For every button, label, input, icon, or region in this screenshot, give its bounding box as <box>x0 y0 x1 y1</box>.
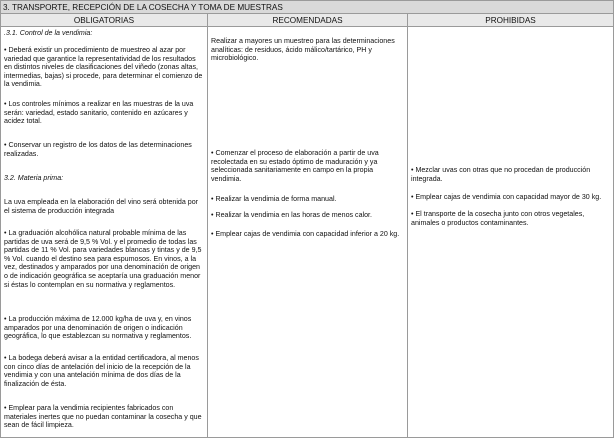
table-title: 3. TRANSPORTE, RECEPCIÓN DE LA COSECHA Y TOMA DE MUESTRAS <box>1 1 613 14</box>
column-obligatorias <box>1 28 207 437</box>
list-item: • La bodega deberá avisar a la entidad certificadora, al menos con cinco días de antelación del inicio de la recepción de la vendimia y con una antelación mínima de dos días de la finalización de ésta. <box>4 354 199 388</box>
list-item: • La producción máxima de 12.000 kg/ha de uva y, en vinos amparados por una denominación de origen o indicación geográfica, lo que establezcan su normativa y reglamentos. <box>4 315 192 341</box>
list-item: • Realizar la vendimia en las horas de menos calor. <box>211 211 372 219</box>
header-obligatorias: OBLIGATORIAS <box>1 14 207 27</box>
list-item: • Conservar un registro de los datos de las determinaciones realizadas. <box>4 141 192 158</box>
column-prohibidas <box>408 28 613 437</box>
list-item: • Los controles mínimos a realizar en las muestras de la uva serán: variedad, estado sanitario, contenido en azúcares y acidez total. <box>4 100 194 126</box>
section-heading-control-vendimia: .3.1. Control de la vendimia: <box>4 29 93 37</box>
list-item: • Emplear cajas de vendimia con capacidad inferior a 20 kg. <box>211 230 400 238</box>
list-item: • El transporte de la cosecha junto con otros vegetales, animales o productos contaminantes. <box>411 210 585 227</box>
section-heading-materia-prima: 3.2. Materia prima: <box>4 174 64 182</box>
list-item: • Realizar la vendimia de forma manual. <box>211 195 337 203</box>
column-recomendadas <box>208 28 407 437</box>
list-item: • Deberá existir un procedimiento de muestreo al azar por variedad que garantice la representatividad de los resultados en distintos niveles de clasificaciones del viñedo (zonas altas, intermedias, bajas) si procede, para determinar el comienzo de la vendimia. <box>4 46 203 89</box>
list-item: La uva empleada en la elaboración del vino será obtenida por el sistema de producción integrada <box>4 198 199 215</box>
list-item: • Emplear cajas de vendimia con capacidad mayor de 30 kg. <box>411 193 602 201</box>
list-item: • Emplear para la vendimia recipientes fabricados con materiales inertes que no puedan contaminar la cosecha y que sean de fácil limpieza. <box>4 404 202 430</box>
header-recomendadas: RECOMENDADAS <box>208 14 407 27</box>
list-item: • La graduación alcohólica natural probable mínima de las partidas de uva será de 9,5 % Vol. y el promedio de todas las partidas de 11 % Vol. para variedades blancas y tintas y de 9,5 % Vol. cuando el destino sea para espumosos. En vinos, a la vez, destinados y amparados por una denominación de origen o de indicación geográfica se aceptaría una graduación menor si éstas lo contemplan en su normativa y reglamentos. <box>4 229 202 289</box>
list-item: Realizar a mayores un muestreo para las determinaciones analíticas: de residuos, ácido málico/tartárico, PH y microbiológico. <box>211 37 395 63</box>
header-prohibidas: PROHIBIDAS <box>408 14 613 27</box>
list-item: • Mezclar uvas con otras que no procedan de producción integrada. <box>411 166 591 183</box>
list-item: • Comenzar el proceso de elaboración a partir de uva recolectada en su estado óptimo de maduración y ya seleccionada sanitariamente en campo en la propia vendimia. <box>211 149 379 183</box>
